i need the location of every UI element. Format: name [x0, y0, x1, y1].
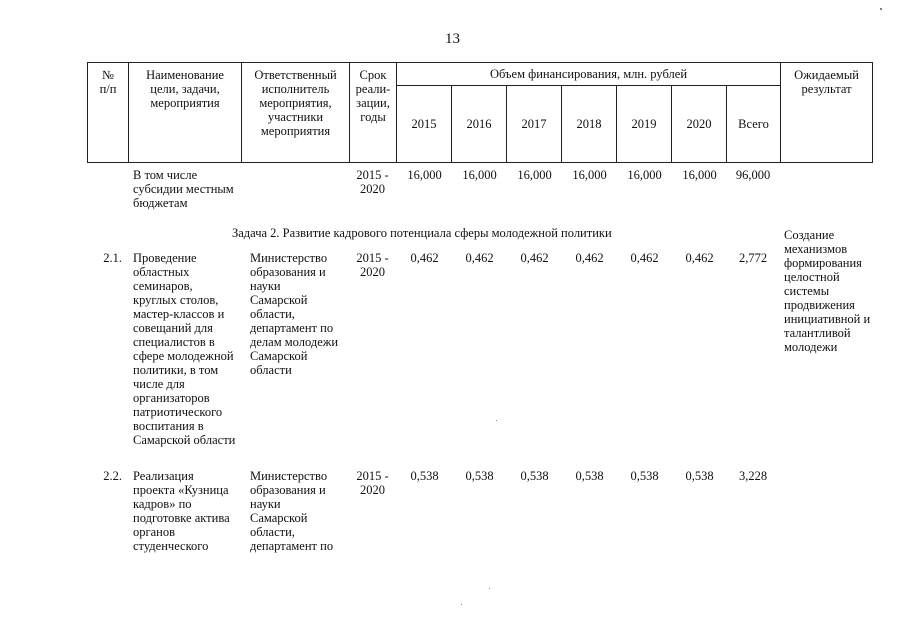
- scan-speck: [461, 604, 462, 605]
- scan-speck: [880, 8, 882, 10]
- subsidy-value-2020: 16,000: [682, 168, 717, 182]
- row-2-2-value-2016: 0,538: [465, 469, 494, 483]
- row-2-1-number: 2.1.: [103, 251, 122, 265]
- header-col-executor: Ответственный исполнитель мероприятия, участники мероприятия: [242, 63, 350, 163]
- subsidy-value-2019: 16,000: [627, 168, 662, 182]
- header-year-2020: 2020: [672, 86, 727, 163]
- header-year-2015: 2015: [397, 86, 452, 163]
- row-2-1-value-2018: 0,462: [575, 251, 604, 265]
- row-2-2-value-2017: 0,538: [520, 469, 549, 483]
- header-year-2019: 2019: [617, 86, 672, 163]
- header-year-2016: 2016: [452, 86, 507, 163]
- scan-speck: [489, 588, 490, 589]
- header-col-name: Наименование цели, задачи, мероприятия: [129, 63, 242, 163]
- row-2-2-value-total: 3,228: [738, 469, 768, 483]
- row-2-1-value-total: 2,772: [738, 251, 768, 265]
- header-year-2017: 2017: [507, 86, 562, 163]
- header-col-number: № п/п: [88, 63, 129, 163]
- subsidy-name: В том числе субсидии местным бюджетам: [133, 168, 234, 210]
- row-2-2-value-2015: 0,538: [410, 469, 439, 483]
- row-2-2-value-2020: 0,538: [685, 469, 714, 483]
- row-2-2-executor: Министерство образования и науки Самарской области, департамент по: [250, 469, 334, 553]
- row-2-1-value-2019: 0,462: [630, 251, 659, 265]
- row-2-2-value-2018: 0,538: [575, 469, 604, 483]
- subsidy-value-2017: 16,000: [517, 168, 552, 182]
- header-col-term: Срок реали- зации, годы: [350, 63, 397, 163]
- row-2-1-value-2016: 0,462: [465, 251, 494, 265]
- subsidy-value-2015: 16,000: [407, 168, 442, 182]
- task2-expected-result: Создание механизмов формирования целостной системы продвижения инициативной и талантливой молодежи: [784, 228, 871, 354]
- header-table: [87, 62, 873, 163]
- page-number: 13: [445, 31, 460, 47]
- row-2-2-number: 2.2.: [103, 469, 122, 483]
- scan-speck: [496, 420, 497, 421]
- row-2-2-value-2019: 0,538: [630, 469, 659, 483]
- row-2-1-name: Проведение областных семинаров, круглых столов, мастер-классов и совещаний для специалистов в сфере молодежной политики, в том числе для организаторов патриотического воспитания в Самарской области: [133, 251, 236, 447]
- header-col-financing: Объем финансирования, млн. рублей: [397, 63, 781, 86]
- row-2-1-executor: Министерство образования и науки Самарской области, департамент по делам молодежи Самарской области: [250, 251, 339, 377]
- subsidy-value-total: 96,000: [735, 168, 771, 182]
- header-year-total: Всего: [727, 86, 781, 163]
- header-col-result: Ожидаемый результат: [781, 63, 873, 163]
- row-2-1-value-2017: 0,462: [520, 251, 549, 265]
- task2-title: Задача 2. Развитие кадрового потенциала сферы молодежной политики: [232, 226, 612, 240]
- row-2-2-term: 2015 - 2020: [356, 469, 389, 497]
- row-2-2-name: Реализация проекта «Кузница кадров» по подготовке актива органов студенческого: [133, 469, 230, 553]
- subsidy-value-2016: 16,000: [462, 168, 497, 182]
- subsidy-value-2018: 16,000: [572, 168, 607, 182]
- header-year-2018: 2018: [562, 86, 617, 163]
- row-2-1-term: 2015 - 2020: [356, 251, 389, 279]
- row-2-1-value-2020: 0,462: [685, 251, 714, 265]
- subsidy-term: 2015 - 2020: [356, 168, 389, 196]
- row-2-1-value-2015: 0,462: [410, 251, 439, 265]
